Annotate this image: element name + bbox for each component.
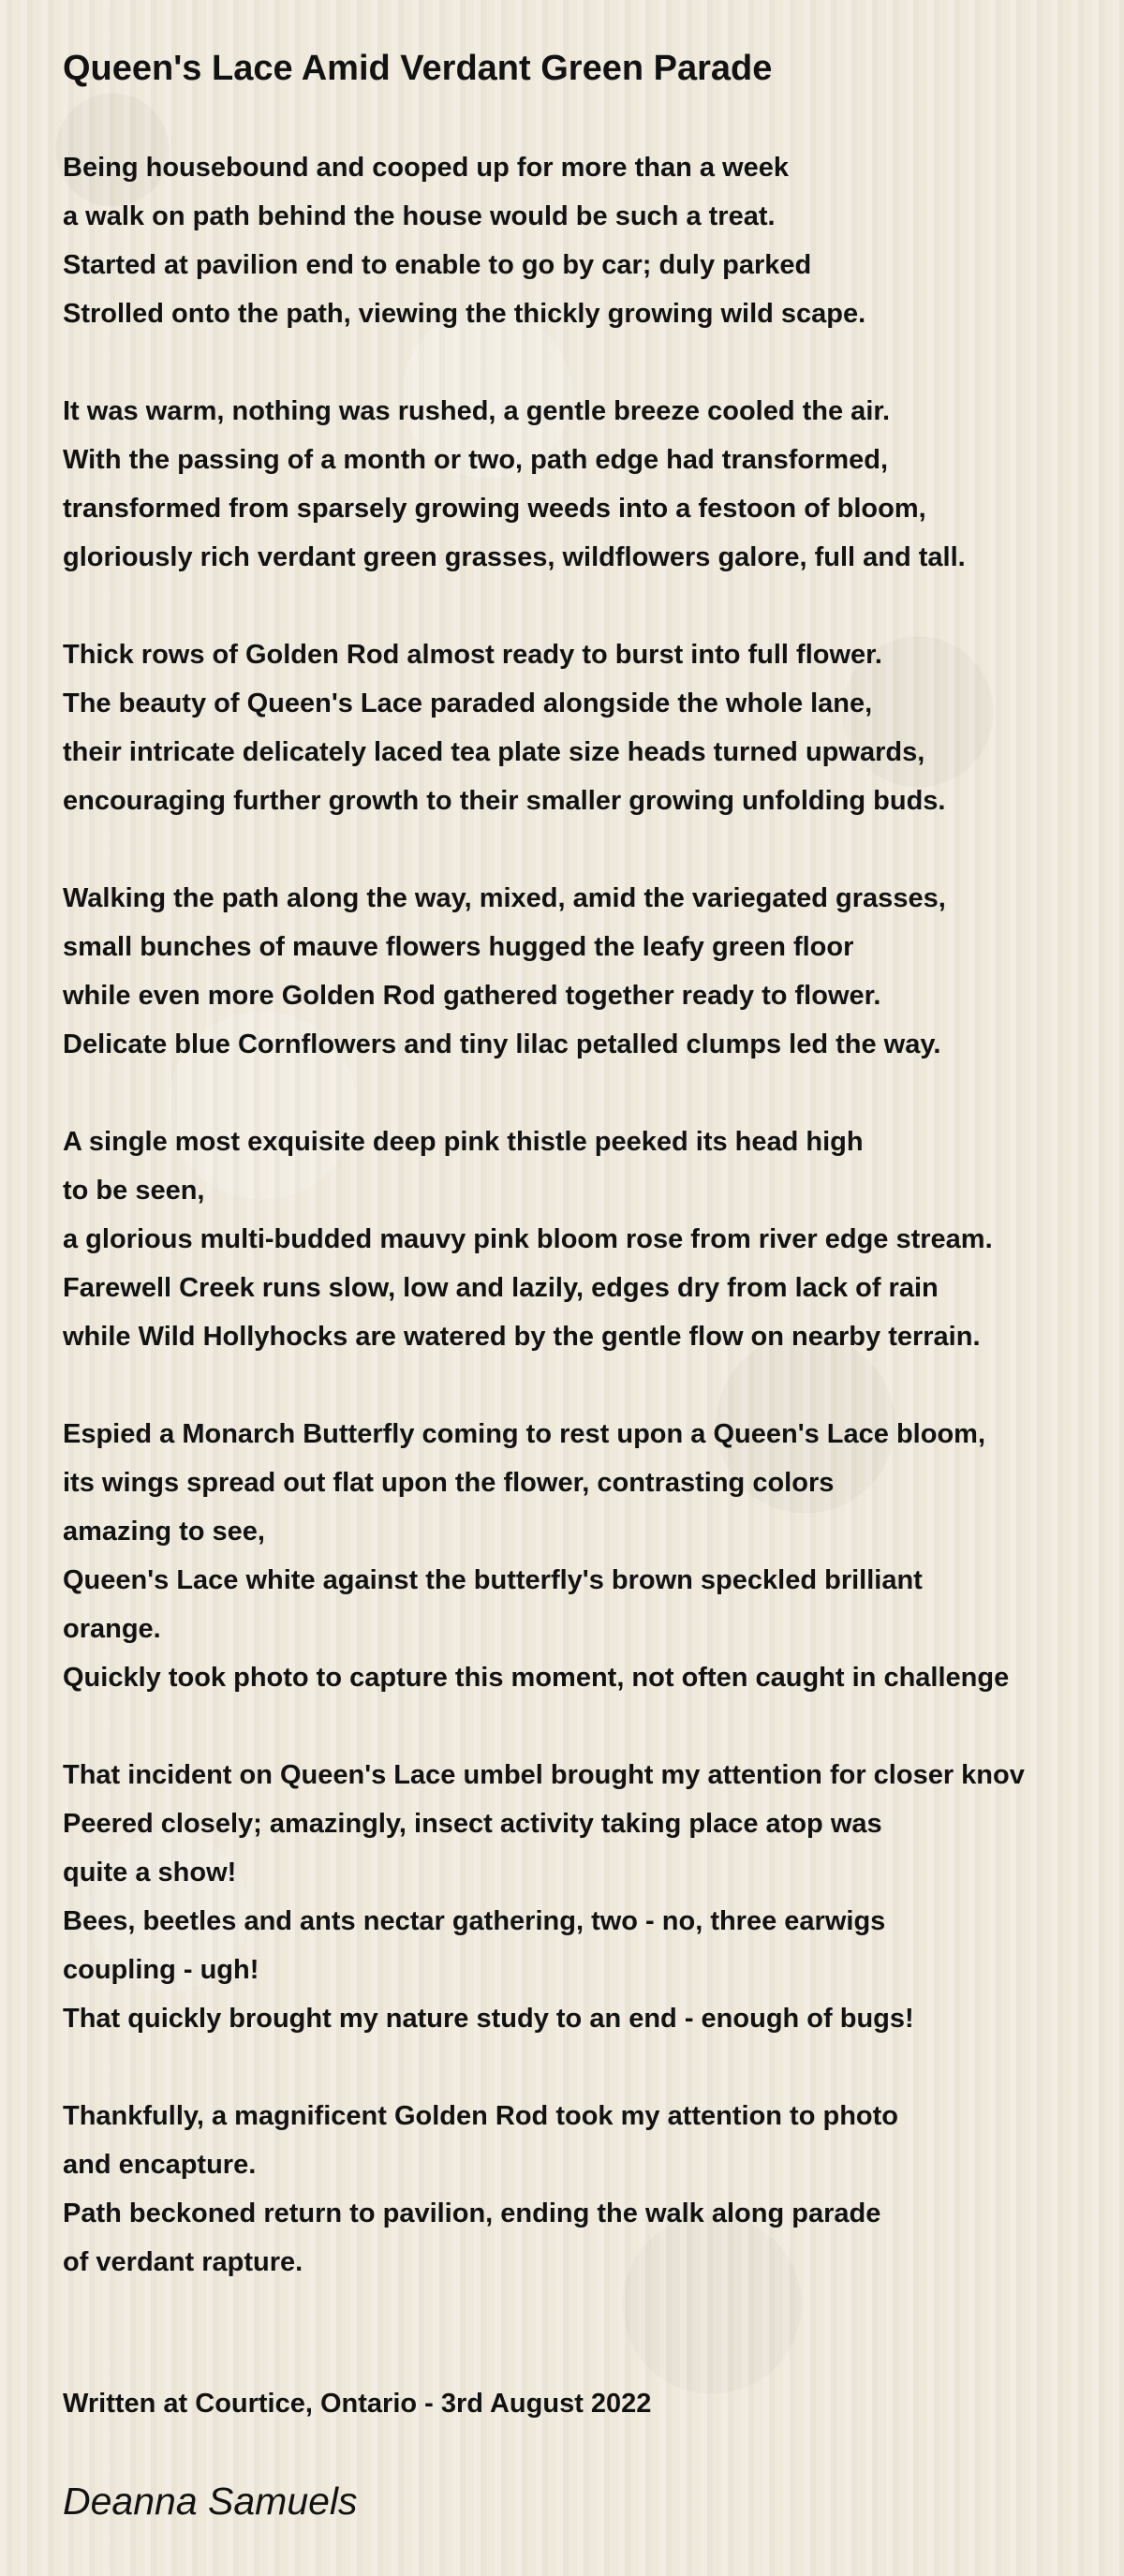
stanza-5: [63, 1118, 1124, 1361]
poem-footer-note: Written at Courtice, Ontario - 3rd August 2022: [63, 2389, 652, 2419]
poem-line: gloriously rich verdant green grasses, wildflowers galore, full and tall.: [63, 542, 966, 572]
poem-line: coupling - ugh!: [63, 1955, 259, 1985]
stanza-1: [63, 143, 1124, 338]
poem-line: its wings spread out flat upon the flower, contrasting colors: [63, 1468, 835, 1498]
poem-author: Deanna Samuels: [63, 2480, 358, 2523]
stanza-7: [63, 1751, 1124, 2043]
poem-line: a glorious multi-budded mauvy pink bloom rose from river edge stream.: [63, 1224, 993, 1254]
poem-line: Strolled onto the path, viewing the thickly growing wild scape.: [63, 299, 866, 329]
stanza-4: [63, 874, 1124, 1069]
stanza-8: [63, 2092, 1124, 2287]
poem-line: Path beckoned return to pavilion, ending the walk along parade: [63, 2198, 881, 2228]
poem-line: It was warm, nothing was rushed, a gentle breeze cooled the air.: [63, 396, 891, 426]
poem-line: Queen's Lace white against the butterfly's brown speckled brilliant: [63, 1565, 923, 1595]
poem-line: amazing to see,: [63, 1517, 265, 1547]
poem-line: A single most exquisite deep pink thistle peeked its head high: [63, 1127, 864, 1157]
poem-line: Started at pavilion end to enable to go by car; duly parked: [63, 250, 812, 280]
poem-line: transformed from sparsely growing weeds into a festoon of bloom,: [63, 494, 926, 524]
poem-line: Farewell Creek runs slow, low and lazily, edges dry from lack of rain: [63, 1273, 939, 1303]
poem-line: Being housebound and cooped up for more than a week: [63, 153, 789, 183]
poem-line: Bees, beetles and ants nectar gathering, two - no, three earwigs: [63, 1906, 886, 1936]
poem-line: small bunches of mauve flowers hugged the leafy green floor: [63, 932, 854, 962]
poem-line: That quickly brought my nature study to an end - enough of bugs!: [63, 2004, 914, 2034]
poem-line: The beauty of Queen's Lace paraded alongside the whole lane,: [63, 688, 873, 718]
poem-line: orange.: [63, 1614, 161, 1644]
poem-line: encouraging further growth to their smaller growing unfolding buds.: [63, 786, 946, 816]
stanza-2: [63, 387, 1124, 582]
poem-line: Delicate blue Cornflowers and tiny lilac petalled clumps led the way.: [63, 1029, 941, 1059]
poem-line: and encapture.: [63, 2150, 257, 2180]
poem-line: while Wild Hollyhocks are watered by the gentle flow on nearby terrain.: [63, 1322, 981, 1352]
poem-line: With the passing of a month or two, path edge had transformed,: [63, 445, 889, 475]
poem-title: Queen's Lace Amid Verdant Green Parade: [63, 49, 773, 88]
poem-line: their intricate delicately laced tea plate size heads turned upwards,: [63, 737, 925, 767]
poem-line: Peered closely; amazingly, insect activity taking place atop was: [63, 1809, 882, 1839]
poem-line: while even more Golden Rod gathered together ready to flower.: [63, 981, 881, 1011]
poem-line: to be seen,: [63, 1176, 205, 1206]
poem-line: Walking the path along the way, mixed, amid the variegated grasses,: [63, 883, 946, 913]
poem-line: quite a show!: [63, 1858, 237, 1888]
poem-line: Espied a Monarch Butterfly coming to rest upon a Queen's Lace bloom,: [63, 1419, 985, 1449]
poem-line: Quickly took photo to capture this moment, not often caught in challenge: [63, 1663, 1010, 1693]
poem-line: Thankfully, a magnificent Golden Rod took my attention to photo: [63, 2101, 899, 2131]
poem-line: a walk on path behind the house would be such a treat.: [63, 201, 776, 231]
stanza-6: [63, 1410, 1124, 1702]
poem-line: of verdant rapture.: [63, 2247, 303, 2277]
poem-body: [63, 143, 1124, 2335]
stanza-3: [63, 630, 1124, 825]
poem-line: Thick rows of Golden Rod almost ready to burst into full flower.: [63, 640, 882, 670]
poem-line: That incident on Queen's Lace umbel brought my attention for closer knov: [63, 1760, 1025, 1790]
